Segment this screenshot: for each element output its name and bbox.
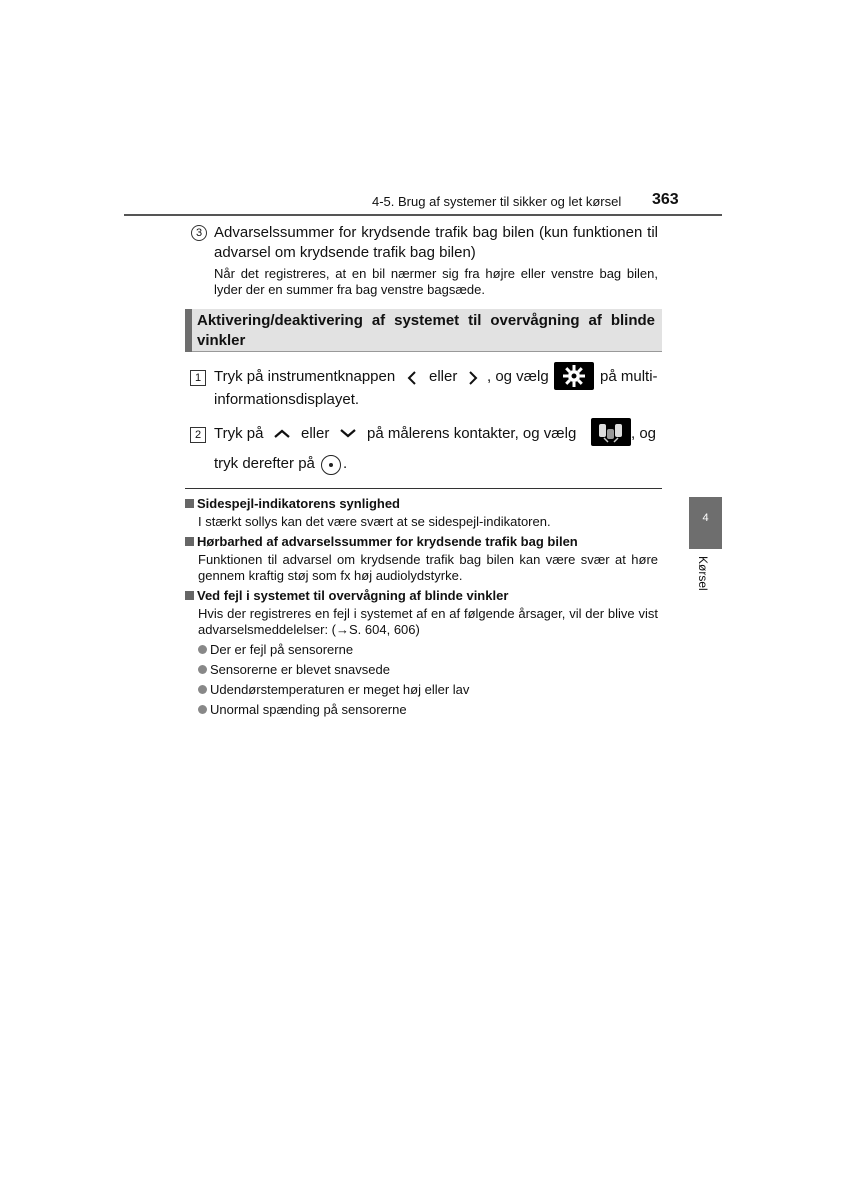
list-item: Der er fejl på sensorerne <box>198 642 353 657</box>
chapter-label: Kørsel <box>696 556 710 591</box>
dot-bullet-icon <box>198 645 207 654</box>
step1-text-d: på multi- <box>600 368 658 385</box>
list-item: Udendørstemperaturen er meget høj eller lav <box>198 682 469 697</box>
step2-text-c: på målerens kontakter, og vælg <box>367 425 577 442</box>
square-bullet-icon <box>185 537 194 546</box>
step2-text-b: eller <box>301 425 330 442</box>
dot-bullet-icon <box>198 705 207 714</box>
ok-button-icon <box>321 455 341 475</box>
section-heading: Aktivering/deaktivering af systemet til overvågning af blinde vinkler <box>197 312 655 349</box>
page-number: 363 <box>652 191 679 208</box>
list-item: Sensorerne er blevet snavsede <box>198 662 390 677</box>
step2-text-e: tryk derefter på <box>214 455 315 472</box>
dot-bullet-icon <box>198 665 207 674</box>
step-number-1: 1 <box>190 370 206 386</box>
step2-text-d: , og <box>631 425 657 442</box>
list-item: Unormal spænding på sensorerne <box>198 702 407 717</box>
chevron-down-icon <box>338 426 358 440</box>
chevron-up-icon <box>272 426 292 440</box>
note-title-3: Ved fejl i systemet til overvågning af blinde vinkler <box>185 588 508 603</box>
step1-text-b: eller <box>429 368 458 385</box>
blind-spot-monitor-icon <box>591 418 631 446</box>
chapter-number: 4 <box>702 512 709 524</box>
step2-text-a: Tryk på <box>214 425 264 442</box>
square-bullet-icon <box>185 591 194 600</box>
step1-text-e: informationsdisplayet. <box>214 391 360 408</box>
note-text-1: I stærkt sollys kan det være svært at se sidespejl-indikatoren. <box>198 514 551 529</box>
header-rule <box>124 214 722 216</box>
item-description: Når det registreres, at en bil nærmer sig fra højre eller venstre bag bilen, lyder der en summer fra bag venstre bagsæde. <box>214 266 658 297</box>
step1-text-c: , og vælg <box>487 368 549 385</box>
step-number-2: 2 <box>190 427 206 443</box>
note-text-2: Funktionen til advarsel om krydsende trafik bag bilen kan være svær at høre gennem kraftig støj som fx høj audiolydstyrke. <box>198 552 658 583</box>
square-bullet-icon <box>185 499 194 508</box>
note-title-1: Sidespejl-indikatorens synlighed <box>185 496 400 511</box>
step2-text-f: . <box>343 455 348 472</box>
chevron-right-icon <box>466 370 480 386</box>
dot-bullet-icon <box>198 685 207 694</box>
item-title: Advarselssummer for krydsende trafik bag bilen (kun funktionen til advarsel om krydsende trafik bag bilen) <box>214 224 658 261</box>
notes-separator <box>185 488 662 489</box>
step1-text-a: Tryk på instrumentknappen <box>214 368 396 385</box>
note-title-2: Hørbarhed af advarselssummer for krydsende trafik bag bilen <box>185 534 578 549</box>
section-heading-bar <box>185 309 192 352</box>
section-title: 4-5. Brug af systemer til sikker og let kørsel <box>372 194 622 209</box>
item-number-circle: 3 <box>191 225 207 241</box>
note-text-3: Hvis der registreres en fejl i systemet af en af følgende årsager, vil der blive vist advarselsmeddelelser: (→S. 604, 606) <box>198 606 658 637</box>
chevron-left-icon <box>405 370 419 386</box>
gear-icon <box>554 362 594 390</box>
